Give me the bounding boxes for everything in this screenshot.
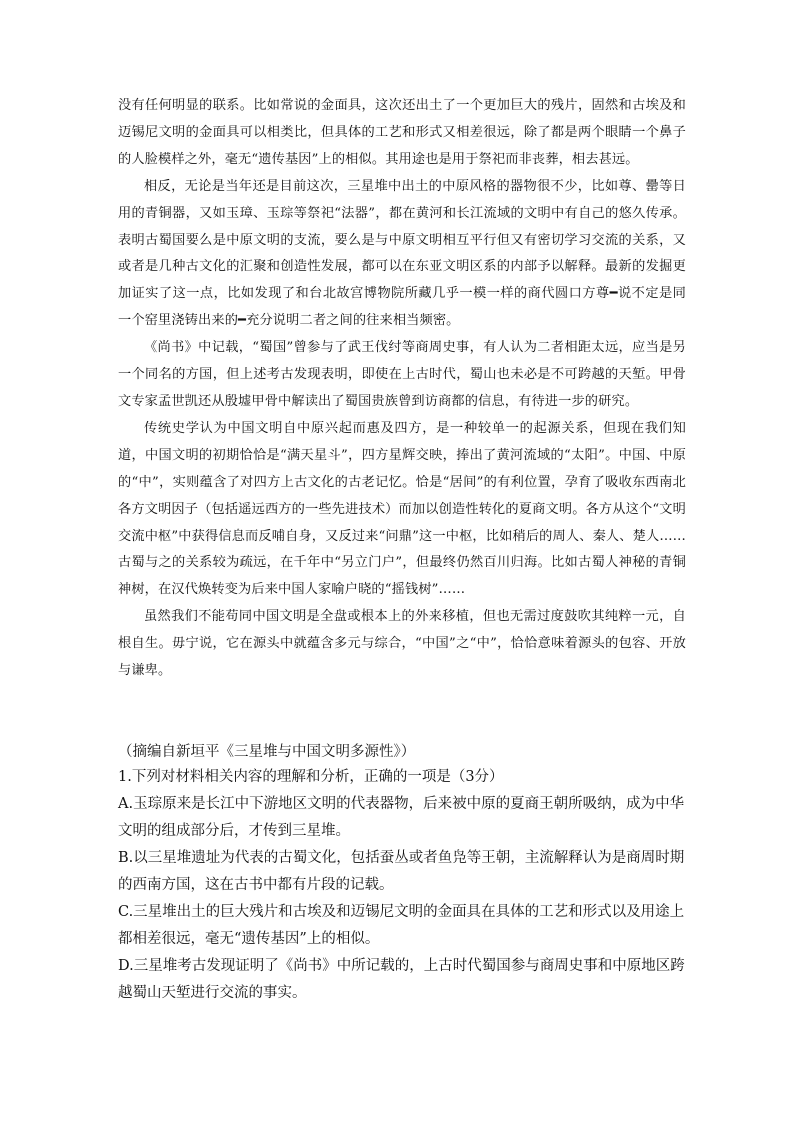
option-b: B.以三星堆遗址为代表的古蜀文化，包括蚕丛或者鱼凫等王朝，主流解释认为是商周时期的西南方国，这在古书中都有片段的记载。 <box>118 850 685 893</box>
paragraph-5: 虽然我们不能苟同中国文明是全盘或根本上的外来移植，但也无需过度鼓吹其纯粹一元，自根自生。毋宁说，它在源头中就蕴含多元与综合，“中国”之“中”，恰恰意味着源头的包容、开放与谦卑。 <box>118 609 686 679</box>
paragraph-1: 没有任何明显的联系。比如常说的金面具，这次还出土了一个更加巨大的残片，固然和古埃及和迈锡尼文明的金面具可以相类比，但具体的工艺和形式又相差很远，除了都是两个眼睛一个鼻子的人脸模样之外，毫无“遗传基因”上的相似。其用途也是用于祭祀而非丧葬，相去甚远。 <box>118 98 686 167</box>
paragraph-4: 传统史学认为中国文明自中原兴起而惠及四方，是一种较单一的起源关系，但现在我们知道，中国文明的初期恰恰是“满天星斗”，四方星辉交映，捧出了黄河流域的“太阳”。中国、中原的“中”，实则蕴含了对四方上古文化的古老记忆。恰是“居间”的有利位置，孕育了吸收东西南北各方文明因子（包括遥远西方的一些先进技术）而加以创造性转化的夏商文明。各方从这个“文明交流中枢”中获得信息而反哺自身，又反过来“问鼎”这一中枢，比如稍后的周人、秦人、楚人……古蜀与之的关系较为疏远，在千年中“另立门户”，但最终仍然百川归海。比如古蜀人神秘的青铜神树，在汉代焕转变为后来中国人家喻户晓的“摇钱树”…… <box>118 420 686 598</box>
question-1 <box>118 764 686 1007</box>
question-stem: 1.下列对材料相关内容的理解和分析，正确的一项是（3分） <box>118 769 504 785</box>
paragraph-3: 《尚书》中记载，“蜀国”曾参与了武王伐纣等商周史事，有人认为二者相距太远，应当是另一个同名的方国，但上述考古发现表明，即使在上古时代，蜀山也未必是不可跨越的天堑。甲骨文专家孟世凯还从殷墟甲骨中解读出了蜀国贵族曾到访商都的信息，有待进一步的研究。 <box>118 340 686 409</box>
paragraph-2: 相反，无论是当年还是目前这次，三星堆中出土的中原风格的器物很不少，比如尊、罍等日用的青铜器，又如玉璋、玉琮等祭祀“法器”，都在黄河和长江流域的文明中有自己的悠久传承。表明古蜀国要么是中原文明的支流，要么是与中原文明相互平行但又有密切学习交流的关系，又或者是几种古文化的汇聚和创造性发展，都可以在东亚文明区系的内部予以解释。最新的发掘更加证实了这一点，比如发现了和台北故宫博物院所藏几乎一模一样的商代圆口方尊━说不定是同一个窑里浇铸出来的━充分说明二者之间的往来相当频密。 <box>118 178 686 329</box>
option-a: A.玉琮原来是长江中下游地区文明的代表器物，后来被中原的夏商王朝所吸纳，成为中华文明的组成部分后，才传到三星堆。 <box>118 796 685 839</box>
passage <box>118 93 686 685</box>
option-d: D.三星堆考古发现证明了《尚书》中所记载的，上古时代蜀国参与商周史事和中原地区跨越蜀山天堑进行交流的事实。 <box>118 958 685 1001</box>
source-citation: （摘编自新垣平《三星堆与中国文明多源性》） <box>118 744 416 760</box>
option-c: C.三星堆出土的巨大残片和古埃及和迈锡尼文明的金面具在具体的工艺和形式以及用途上都相差很远，毫无“遗传基因”上的相似。 <box>118 904 685 947</box>
